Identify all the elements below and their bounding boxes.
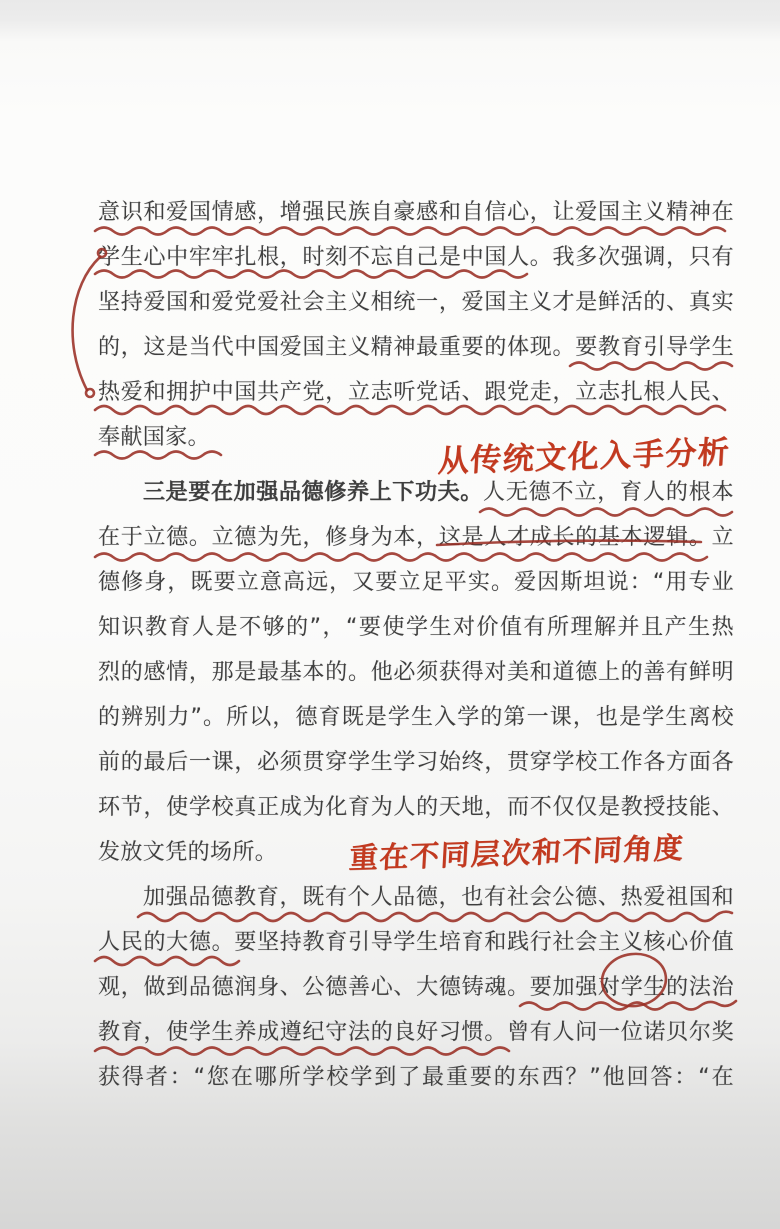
text-line: 环节，使学校真正成为化育为人的天地，而不仅仅是教授技能、 xyxy=(98,795,734,820)
text-line: 观，做到品德润身、公德善心、大德铸魂。要加强对学生的法治 xyxy=(98,975,734,1000)
text-line: 前的最后一课，必须贯穿学生学习始终，贯穿学校工作各方面各 xyxy=(98,750,734,775)
bold-lead-in: 三是要在加强品德修养上下功夫。 xyxy=(143,480,483,505)
text-line: 获得者：“您在哪所学校学到了最重要的东西？”他回答：“在 xyxy=(98,1065,734,1090)
text-line: 意识和爱国情感，增强民族自豪感和自信心，让爱国主义精神在 xyxy=(98,200,734,225)
line-text: 人无德不立，育人的根本 xyxy=(482,480,734,505)
text-line: 的，这是当代中国爱国主义精神最重要的体现。要教育引导学生 xyxy=(98,335,734,360)
text-line: 人民的大德。要坚持教育引导学生培育和践行社会主义核心价值 xyxy=(98,930,734,955)
handwritten-note-traditional-culture: 从传统文化入手分析 xyxy=(436,434,732,480)
text-line: 德修身，既要立意高远，又要立足平实。爱因斯坦说：“用专业 xyxy=(98,570,734,595)
handwritten-note-levels-angles: 重在不同层次和不同角度 xyxy=(348,830,686,876)
text-line paragraph-end: 奉献国家。 xyxy=(98,425,211,450)
text-line: 的辨别力”。所以，德育既是学生入学的第一课，也是学生离校 xyxy=(98,705,734,730)
text-line: 坚持爱国和爱党爱社会主义相统一，爱国主义才是鲜活的、真实 xyxy=(98,290,734,315)
text-line: 知识教育人是不够的”，“要使学生对价值有所理解并且产生热 xyxy=(98,615,734,640)
text-line: 学生心中牢牢扎根，时刻不忘自己是中国人。我多次强调，只有 xyxy=(98,245,734,270)
text-line: 在于立德。立德为先，修身为本，这是人才成长的基本逻辑。立 xyxy=(98,525,734,550)
text-line: 烈的感情，那是最基本的。他必须获得对美和道德上的善有鲜明 xyxy=(98,660,734,685)
text-line paragraph-end: 发放文凭的场所。 xyxy=(98,840,278,865)
text-line: 教育，使学生养成遵纪守法的良好习惯。曾有人问一位诺贝尔奖 xyxy=(98,1020,734,1045)
text-line xyxy=(98,479,734,509)
text-line: 加强品德教育，既有个人品德，也有社会公德、热爱祖国和 xyxy=(143,885,734,910)
text-line: 热爱和拥护中国共产党，立志听党话、跟党走，立志扎根人民、 xyxy=(98,380,734,405)
